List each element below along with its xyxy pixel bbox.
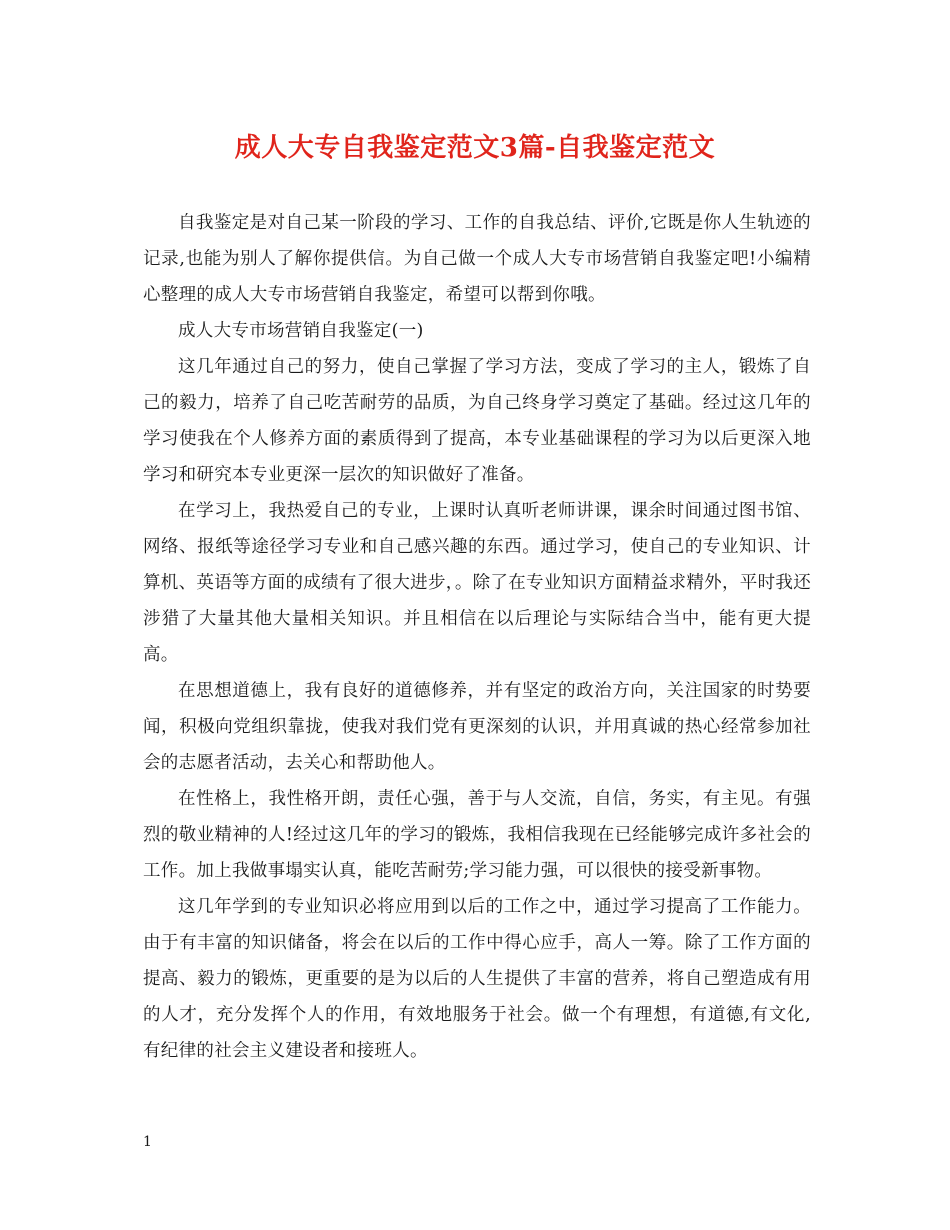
intro-paragraph: 自我鉴定是对自己某一阶段的学习、工作的自我总结、评价,它既是你人生轨迹的记录,也能为别人了解你提供信。为自己做一个成人大专市场营销自我鉴定吧!小编精心整理的成人大专市场营销自我鉴定，希望可以帮到你哦。 bbox=[143, 213, 811, 305]
document-body bbox=[143, 205, 811, 1069]
body-paragraph: 在性格上，我性格开朗，责任心强，善于与人交流，自信，务实，有主见。有强烈的敬业精神的人!经过这几年的学习的锻炼，我相信我现在已经能够完成许多社会的工作。加上我做事塌实认真，能吃苦耐劳;学习能力强，可以很快的接受新事物。 bbox=[143, 789, 811, 881]
body-paragraph: 这几年通过自己的努力，使自己掌握了学习方法，变成了学习的主人，锻炼了自己的毅力，培养了自己吃苦耐劳的品质，为自己终身学习奠定了基础。经过这几年的学习使我在个人修养方面的素质得到了提高，本专业基础课程的学习为以后更深入地学习和研究本专业更深一层次的知识做好了准备。 bbox=[143, 357, 811, 485]
body-paragraph: 在学习上，我热爱自己的专业，上课时认真听老师讲课，课余时间通过图书馆、网络、报纸等途径学习专业和自己感兴趣的东西。通过学习，使自己的专业知识、计算机、英语等方面的成绩有了很大进步，。除了在专业知识方面精益求精外，平时我还涉猎了大量其他大量相关知识。并且相信在以后理论与实际结合当中，能有更大提高。 bbox=[143, 501, 811, 665]
section-heading: 成人大专市场营销自我鉴定(一) bbox=[178, 321, 424, 341]
body-paragraph: 这几年学到的专业知识必将应用到以后的工作之中，通过学习提高了工作能力。由于有丰富的知识储备，将会在以后的工作中得心应手，高人一筹。除了工作方面的提高、毅力的锻炼，更重要的是为以后的人生提供了丰富的营养，将自己塑造成有用的人才，充分发挥个人的作用，有效地服务于社会。做一个有理想，有道德,有文化,有纪律的社会主义建设者和接班人。 bbox=[143, 897, 811, 1061]
page-number: 1 bbox=[143, 1134, 152, 1150]
body-paragraph: 在思想道德上，我有良好的道德修养，并有坚定的政治方向，关注国家的时势要闻，积极向党组织靠拢，使我对我们党有更深刻的认识，并用真诚的热心经常参加社会的志愿者活动，去关心和帮助他人。 bbox=[143, 681, 811, 773]
document-title: 成人大专自我鉴定范文3篇-自我鉴定范文 bbox=[234, 133, 716, 163]
